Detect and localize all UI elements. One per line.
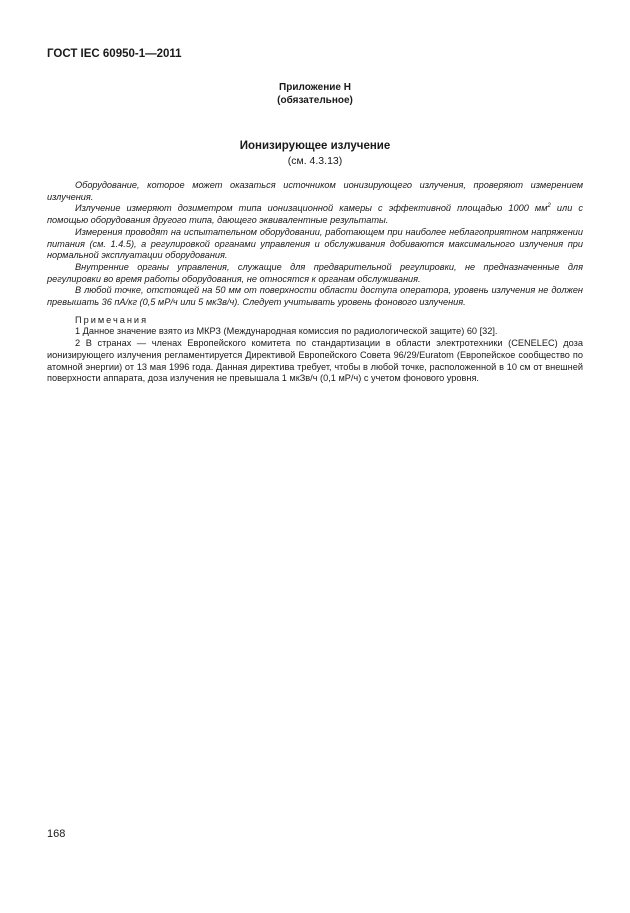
paragraph-5: В любой точке, отстоящей на 50 мм от поверхности области доступа оператора, уровень излучения не должен превышать 36 пА/кг (0,5 мР/ч или 5 мкЗв/ч). Следует учитывать уровень фонового излучения. xyxy=(47,285,583,308)
paragraph-2-text-a: Излучение измеряют дозиметром типа ионизационной камеры с эффективной площадью 1000 мм xyxy=(75,203,548,214)
paragraph-1: Оборудование, которое может оказаться источником ионизирующего излучения, проверяют измерением излучения. xyxy=(47,180,583,202)
page-number: 168 xyxy=(47,828,66,840)
note-1: 1 Данное значение взято из МКРЗ (Международная комиссия по радиологической защите) 60 [32]. xyxy=(75,326,498,337)
document-header: ГОСТ IEC 60950-1—2011 xyxy=(47,48,182,60)
annex-title: Приложение Н xyxy=(279,82,351,93)
paragraph-4: Внутренние органы управления, служащие для предварительной регулировки, не предназначенные для регулировки во время работы оборудования, не относятся к органам обслуживания. xyxy=(47,261,583,284)
annex-heading xyxy=(0,81,630,107)
notes-heading: Примечания xyxy=(75,314,149,325)
section-title: Ионизирующее излучение xyxy=(239,140,391,152)
note-2: 2 В странах — членах Европейского комитета по стандартизации в области электротехники (CENELEC) доза ионизирующего излучения регламентируется Директивой Европейского Совета 96/29/Euratom (Европейское сообщество по атомной энергии) от 13 мая 1996 года. Данная директива требует, чтобы в любой точке, расположенной в 10 см от внешней поверхности аппарата, доза излучения не превышала 1 мкЗв/ч (0,1 мР/ч) с учетом фонового уровня. xyxy=(47,338,583,384)
superscript: 2 xyxy=(547,203,551,210)
paragraph-3: Измерения проводят на испытательном оборудовании, работающем при наиболее неблагоприятном напряжении питания (см. 1.4.5), а регулировкой органами управления и обслуживания добиваются максимального излучения при нормальной эксплуатации оборудования. xyxy=(47,226,583,261)
annex-status: (обязательное) xyxy=(277,95,353,106)
document-body xyxy=(47,180,583,385)
paragraph-2 xyxy=(47,203,583,226)
section-reference: (см. 4.3.13) xyxy=(287,155,343,167)
paragraph-2-text-b: или с помощью оборудования другого типа, дающего эквивалентные результаты. xyxy=(47,203,584,226)
